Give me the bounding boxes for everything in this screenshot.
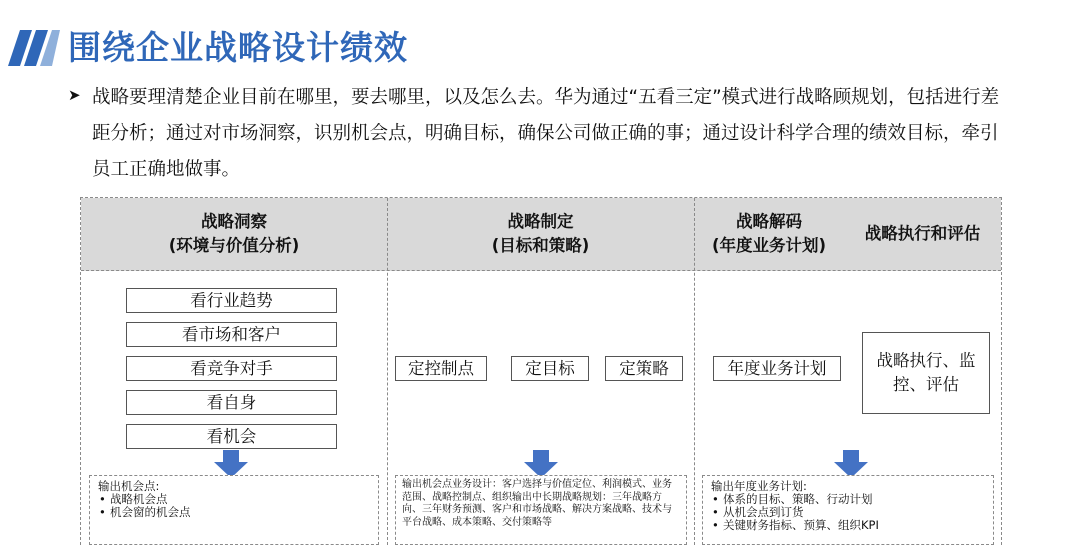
strategy-item: 定控制点 [395, 356, 487, 381]
strategy-diagram [80, 197, 1002, 545]
down-arrow-icon [214, 450, 248, 478]
insight-item: 看机会 [126, 424, 337, 449]
output-decode: 输出年度业务计划: • 体系的目标、策略、行动计划 • 从机会点到订货 • 关键财务指标、预算、组织KPI [702, 475, 994, 545]
title-slash-icon [8, 30, 60, 66]
insight-item: 看行业趋势 [126, 288, 337, 313]
page-title: 围绕企业战略设计绩效 [68, 28, 408, 67]
insight-item: 看自身 [126, 390, 337, 415]
insight-item: 看竞争对手 [126, 356, 337, 381]
insight-item: 看市场和客户 [126, 322, 337, 347]
down-arrow-icon [524, 450, 558, 478]
bullet-arrow-icon: ➤ [68, 86, 81, 104]
down-arrow-icon [834, 450, 868, 478]
intro-paragraph: 战略要理清楚企业目前在哪里，要去哪里，以及怎么去。华为通过“五看三定”模式进行战略顾规划，包括进行差距分析；通过对市场洞察，识别机会点，明确目标，确保公司做正确的事；通过设计科学合理的绩效目标，牵引员工正确地做事。 [92, 87, 1000, 180]
decode-item: 年度业务计划 [713, 356, 841, 381]
strategy-item: 定目标 [511, 356, 589, 381]
strategy-item: 定策略 [605, 356, 683, 381]
output-strategy: 输出机会点业务设计：客户选择与价值定位、利润模式、业务范围、战略控制点、组织输出中长期战略规划：三年战略方向、三年财务预测、客户和市场战略、解决方案战略、技术与平台战略、成本策略、交付策略等 [395, 475, 687, 545]
column-title-decode: 战略解码 (年度业务计划) [711, 212, 827, 255]
execute-item: 战略执行、监控、评估 [862, 332, 990, 414]
output-insight: 输出机会点: • 战略机会点 • 机会窗的机会点 [89, 475, 379, 545]
column-title-strategy: 战略制定 (目标和策略) [491, 212, 590, 255]
column-title-insight: 战略洞察 (环境与价值分析) [168, 212, 300, 255]
column-title-execute: 战略执行和评估 [864, 224, 981, 243]
